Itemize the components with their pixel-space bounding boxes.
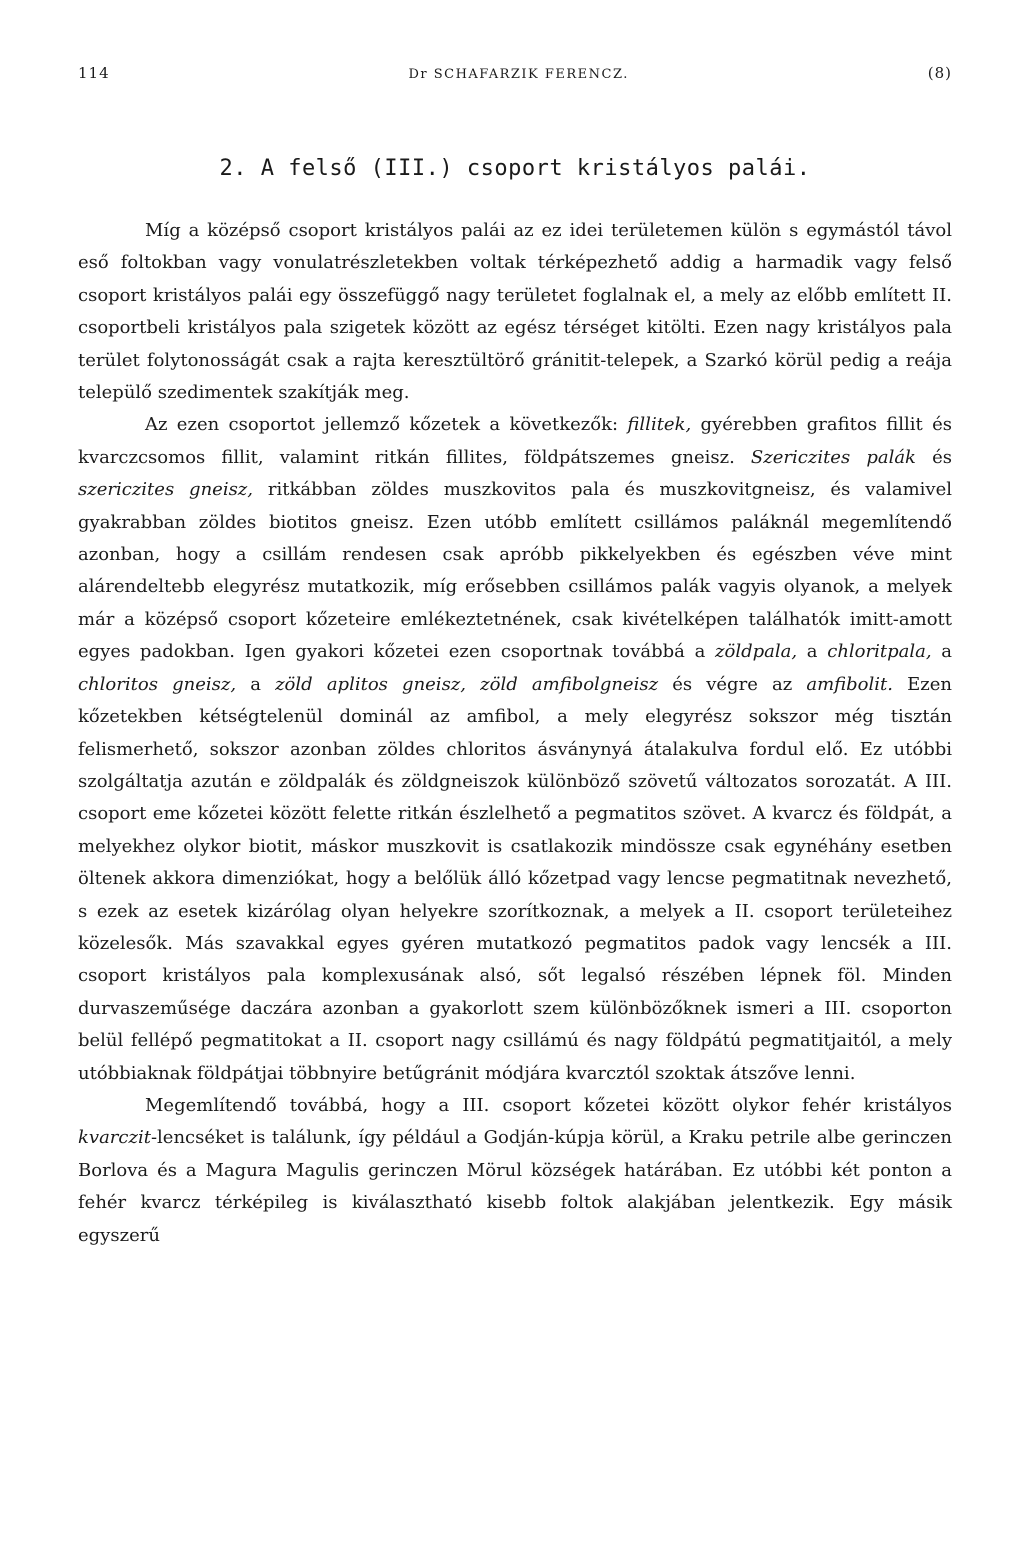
paragraph — [78, 1090, 952, 1252]
text-run: a — [797, 641, 828, 663]
italic-term: amfibolit. — [806, 673, 893, 695]
text-run: és — [915, 446, 952, 468]
italic-term: zöldpala, — [715, 641, 798, 663]
section-title: 2. A felső (III.) csoport kristályos palái. — [219, 156, 811, 181]
running-head — [78, 64, 952, 94]
page — [78, 64, 952, 1252]
italic-term: szericzites gneisz, — [78, 479, 254, 501]
italic-term: zöld aplitos gneisz, zöld amfibolgneisz — [275, 673, 659, 695]
text-run: Ezen kőzetekben kétségtelenül dominál az amfibol, a mely elegyrész sokszor még tisztán felismerhető, sokszor azonban zöldes chloritos ásványnyá átalakulva fordul elő. Ez utóbbi szolgáltatja azután e zöldpalák és zöldgneiszok különböző szövetű változatos sorozatát. A III. csoport eme kőzetei között felette ritkán észlelhető a pegmatitos szövet. A kvarcz és földpát, a melyekhez olykor biotit, máskor muszkovit is csatlakozik mindössze csak egynéhány esetben öltenek akkora dimenziókat, hogy a belőlük álló kőzetpad vagy lencse pegmatitnak nevezhető, s ezek az esetek kizárólag olyan helyekre szorítkoznak, a melyek a II. csoport területeihez közelesők. Más szavakkal egyes gyéren mutatkozó pegmatitos padok vagy lencsék a III. csoport kristályos pala komplexusának alsó, sőt legalsó részében lépnek föl. Minden durvaszeműsége daczára azonban a gyakorlott szem különbözőknek ismeri a III. csoporton belül fellépő pegmatitokat a II. csoport nagy csillámú és nagy földpátú pegmatitjaitól, a mely utóbbiaknak földpátjai többnyire betűgránit módjára kvarcztól szoktak átszőve lenni. — [78, 673, 952, 1084]
text-run: Míg a középső csoport kristályos palái az ez idei területemen külön s egymástól távol eső foltokban vagy vonulatrészletekben voltak térképezhető addig a harmadik vagy felső csoport kristályos palái egy összefüggő nagy területet foglalnak el, a mely az előbb említett II. csoportbeli kristályos pala szigetek között az egész térséget kitölti. Ezen nagy kristályos pala terület folytonosságát csak a rajta keresztültörő gránitit-telepek, a Szarkó körül pedig a reája települő szedimentek szakítják meg. — [78, 220, 952, 404]
text-run: -lencséket is találunk, így például a Godján-kúpja körül, a Kraku petrile albe gerinczen Borlova és a Magura Magulis gerinczen Mörul községek határában. Ez utóbbi két ponton a fehér kvarcz térképileg is kiválasztható kisebb foltok alakjában jelentkezik. Egy másik egyszerű — [78, 1127, 952, 1246]
running-title: Dr SCHAFARZIK FERENCZ. — [408, 67, 629, 82]
italic-term: chloritpala, — [827, 641, 932, 663]
sheet-number: (8) — [927, 64, 952, 82]
text-run: és végre az — [658, 673, 807, 695]
italic-term: Szericzites palák — [750, 446, 916, 468]
text-run: a — [931, 641, 952, 663]
text-run: Megemlítendő továbbá, hogy a III. csoport kőzetei között olykor fehér kristályos — [145, 1094, 952, 1116]
text-run: a — [236, 673, 276, 695]
text-run: ritkábban zöldes muszkovitos pala és muszkovitgneisz, és valamivel gyakrabban zöldes biotitos gneisz. Ezen utóbb említett csillámos paláknál megemlítendő azonban, hogy a csillám rendesen csak apróbb pikkelyekben és egészben véve mint alárendeltebb elegyrész mutatkozik, míg erősebben csillámos palák vagyis olyanok, a melyek már a középső csoport kőzeteire emlékeztetnének, csak kivételképen találhatók imitt-amott egyes padokban. Igen gyakori kőzetei ezen csoportnak továbbá a — [78, 479, 952, 663]
page-number: 114 — [78, 64, 110, 82]
italic-term: fillitek, — [627, 414, 692, 436]
paragraph — [78, 215, 952, 409]
text-run: gyérebben grafitos fillit és kvarczcsomos fillit, valamint ritkán fillites, földpátszemes gneisz. — [78, 414, 952, 468]
body-text — [78, 215, 952, 1252]
text-run: Az ezen csoportot jellemző kőzetek a következők: — [145, 414, 628, 436]
paragraph — [78, 409, 952, 1090]
italic-term: kvarczit — [78, 1127, 151, 1149]
italic-term: chloritos gneisz, — [78, 673, 237, 695]
